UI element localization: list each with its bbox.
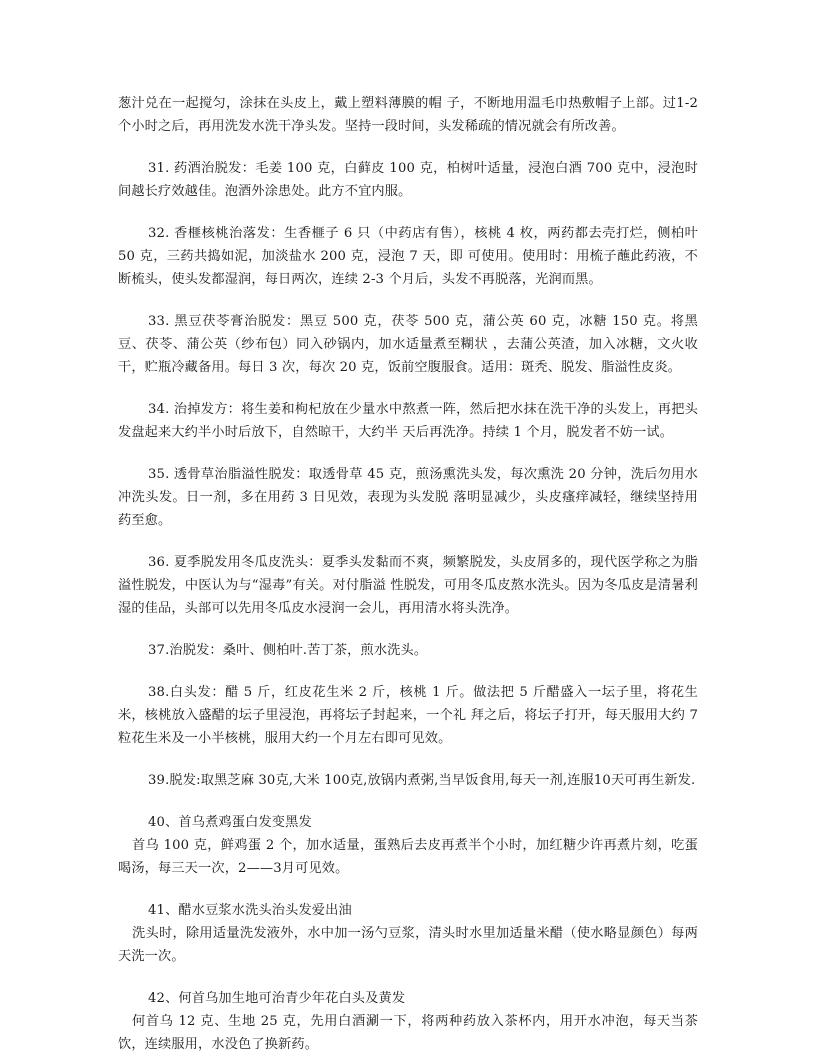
paragraph-continuation: 葱汁兑在一起搅匀，涂抹在头皮上，戴上塑料薄膜的帽 子，不断地用温毛巾热敷帽子上部。过1-2个小时之后，再用洗发水洗干净头发。坚持一段时间，头发稀疏的情况就会有所改善。: [118, 96, 698, 134]
paragraph-38: 38.白头发：醋 5 斤，红皮花生米 2 斤，核桃 1 斤。做法把 5 斤醋盛入一坛子里，将花生米，核桃放入盛醋的坛子里浸泡，再将坛子封起来，一个礼 拜之后，将坛子打开，每天服用大约 7 粒花生米及一小半核桃，服用大约一个月左右即可见效。: [118, 685, 698, 746]
section-40-title: 40、首乌煮鸡蛋白发变黑发: [148, 815, 312, 830]
paragraph-39: 39.脱发:取黑芝麻 30克,大米 100克,放锅内煮粥,当早饭食用,每天一剂,连服10天可再生新发.: [148, 773, 696, 788]
paragraph-34: 34. 治掉发方：将生姜和枸杞放在少量水中熬煮一阵，然后把水抹在洗干净的头发上，再把头发盘起来大约半小时后放下，自然晾干，大约半 天后再洗净。持续 1 个月，脱发者不妨一试。: [118, 402, 698, 440]
section-42-title: 42、何首乌加生地可治青少年花白头及黄发: [148, 991, 406, 1006]
paragraph-32: 32. 香榧核桃治落发：生香榧子 6 只（中药店有售），核桃 4 枚，两药都去壳打烂，侧柏叶 50 克，三药共捣如泥，加淡盐水 200 克，浸泡 7 天，即 可使用。使用时：用梳子蘸此药液，不断梳头，使头发都湿润，每日两次，连续 2-3 个月后，头发不再脱落，光润而黑。: [118, 226, 698, 287]
section-41-body: 洗头时，除用适量洗发液外，水中加一汤勺豆浆，清头时水里加适量米醋（使水略显颜色）每两天洗一次。: [118, 926, 698, 964]
document-page: [118, 92, 698, 1056]
paragraph-31: 31. 药酒治脱发：毛姜 100 克，白藓皮 100 克，柏树叶适量，浸泡白酒 700 克中，浸泡时间越长疗效越佳。泡酒外涂患处。此方不宜内服。: [118, 161, 698, 199]
section-40-body: 首乌 100 克，鲜鸡蛋 2 个，加水适量，蛋熟后去皮再煮半个小时，加红糖少许再煮片刻，吃蛋喝汤，每三天一次，2——3月可见效。: [118, 838, 698, 876]
paragraph-35: 35. 透骨草治脂溢性脱发：取透骨草 45 克，煎汤熏洗头发，每次熏洗 20 分钟，洗后勿用水冲洗头发。日一剂，多在用药 3 日见效，表现为头发脱 落明显减少，头皮瘙痒减轻，继续坚持用药至愈。: [118, 467, 698, 528]
section-42-body: 何首乌 12 克、生地 25 克，先用白酒涮一下，将两种药放入茶杯内，用开水冲泡，每天当茶饮，连续服用，水没色了换新药。: [118, 1014, 698, 1052]
section-41-title: 41、醋水豆浆水洗头治头发爱出油: [148, 903, 352, 918]
paragraph-36: 36. 夏季脱发用冬瓜皮洗头：夏季头发黏而不爽，频繁脱发，头皮屑多的，现代医学称之为脂溢性脱发，中医认为与“湿毒”有关。对付脂溢 性脱发，可用冬瓜皮熬水洗头。因为冬瓜皮是清暑利湿的佳品，头部可以先用冬瓜皮水浸润一会儿，再用清水将头洗净。: [118, 555, 698, 616]
paragraph-37: 37.治脱发：桑叶、侧柏叶.苦丁茶，煎水洗头。: [148, 643, 428, 658]
paragraph-33: 33. 黑豆茯苓膏治脱发：黑豆 500 克，茯苓 500 克，蒲公英 60 克，冰糖 150 克。将黑豆、茯苓、蒲公英（纱布包）同入砂锅内，加水适量煮至糊状 ，去蒲公英渣，加入冰糖，文火收干，贮瓶冷藏备用。每日 3 次，每次 20 克，饭前空腹服食。适用：斑秃、脱发、脂溢性皮炎。: [118, 314, 698, 375]
